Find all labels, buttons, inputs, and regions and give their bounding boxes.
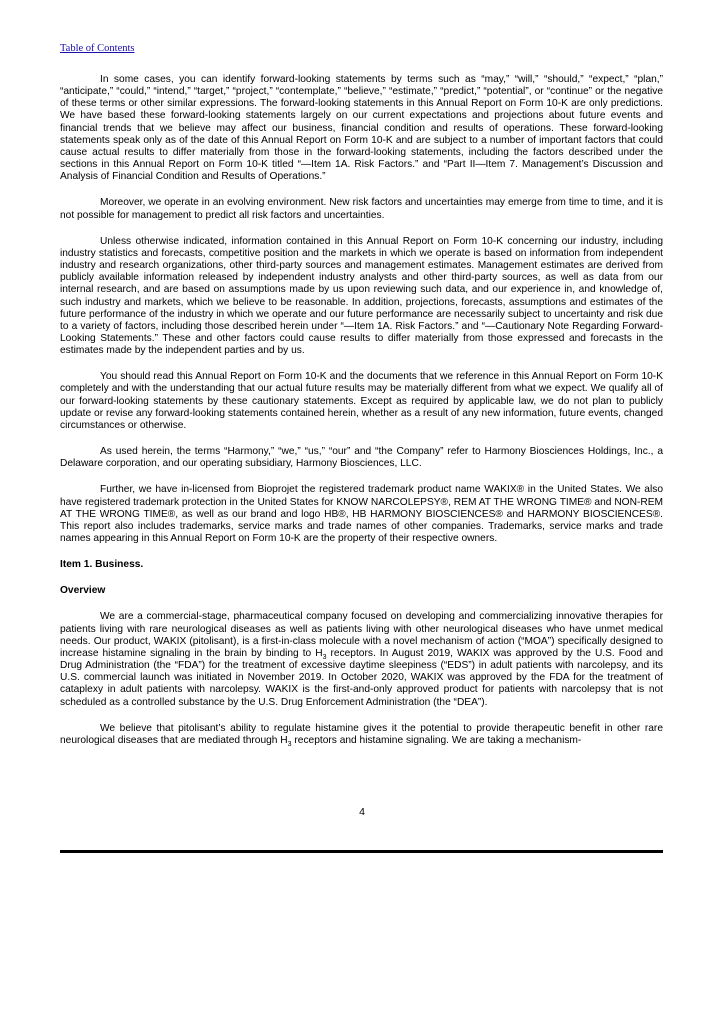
paragraph-trademarks: Further, we have in-licensed from Bioprojet the registered trademark product name WAKIX® in the United States. We also have registered trademark protection in the United States for KNOW NARCOLEPSY®, REM AT THE WRONG TIME® and NON-REM AT THE WRONG TIME®, as well as our brand and logo HB®, HB HARMONY BIOSCIENCES® and HARMONY BIOSCIENCES®. This report also includes trademarks, service marks and trade names of other companies. Trademarks, service marks and trade names appearing in this Annual Report on Form 10-K are the property of their respective owners. [60, 484, 663, 544]
overview-text-part2: receptors. In August 2019, WAKIX was approved by the U.S. Food and Drug Administration (the “FDA”) for the treatment of excessive daytime sleepiness (“EDS”) in adult patients with narcolepsy, and its U.S. commercial launch was initiated in November 2019. In October 2020, WAKIX was approved by the FDA for the treatment of cataplexy in adult patients with narcolepsy. WAKIX is the first-and-only approved product for patients with narcolepsy that is not scheduled as a controlled substance by the U.S. Drug Enforcement Administration (the “DEA”). [60, 647, 663, 708]
paragraph-read-report: You should read this Annual Report on Form 10-K and the documents that we reference in this Annual Report on Form 10-K completely and with the understanding that our actual future results may be materially different from what we expect. We qualify all of our forward-looking statements by these cautionary statements. Except as required by applicable law, we do not plan to publicly update or revise any forward-looking statements contained herein, whether as a result of any new information, future events, changed circumstances or otherwise. [60, 371, 663, 431]
document-page [60, 38, 663, 761]
pitolisant-text-part1: We believe that pitolisant’s ability to regulate histamine gives it the potential to provide therapeutic benefit in other rare neurological diseases that are mediated through H [60, 722, 663, 746]
paragraph-forward-looking-terms: In some cases, you can identify forward-looking statements by terms such as “may,” “will,” “should,” “expect,” “plan,” “anticipate,” “could,” “intend,” “target,” “project,” “contemplate,” “believe,” “estimate,” “predict,” “potential”, or “continue” or the negative of these terms or other similar expressions. The forward-looking statements in this Annual Report on Form 10-K are only predictions. We have based these forward-looking statements largely on our current expectations and projections about future events and financial trends that we believe may affect our business, financial condition and results of operations. These forward-looking statements speak only as of the date of this Annual Report on Form 10-K and are subject to a number of important factors that could cause actual results to differ materially from those in the forward-looking statements, including the factors described under the sections in this Annual Report on Form 10-K titled “—Item 1A. Risk Factors.” and “Part II—Item 7. Management’s Discussion and Analysis of Financial Condition and Results of Operations.” [60, 74, 663, 183]
paragraph-evolving-environment: Moreover, we operate in an evolving environment. New risk factors and uncertainties may emerge from time to time, and it is not possible for management to predict all risk factors and uncertainties. [60, 197, 663, 221]
pitolisant-text-part2: receptors and histamine signaling. We are taking a mechanism- [291, 734, 582, 746]
table-of-contents-link[interactable]: Table of Contents [60, 43, 135, 54]
item1-business-heading: Item 1. Business. [60, 559, 144, 571]
page-number: 4 [359, 806, 365, 818]
page-divider [60, 850, 663, 853]
h3-subscript: 3 [287, 740, 292, 748]
paragraph-pitolisant-potential [60, 723, 663, 747]
paragraph-industry-information: Unless otherwise indicated, information contained in this Annual Report on Form 10-K concerning our industry, including industry statistics and forecasts, competitive position and the markets in which we operate is based on information from independent industry and research organizations, other third-party sources and management estimates. Management estimates are derived from publicly available information released by independent industry analysts and other third-party sources, as well as data from our internal research, and are based on assumptions made by us upon reviewing such data, and our experience in, and knowledge of, such industry and markets, which we believe to be reasonable. In addition, projections, forecasts, assumptions and estimates of the future performance of the industry in which we operate and our future performance are necessarily subject to uncertainty and risk due to a variety of factors, including those described herein under “—Item 1A. Risk Factors.” and “—Cautionary Note Regarding Forward-Looking Statements.” These and other factors could cause results to differ materially from those expressed and forecasts in the estimates made by the independent parties and by us. [60, 235, 663, 357]
paragraph-company-overview [60, 611, 663, 708]
overview-heading: Overview [60, 585, 106, 597]
overview-text-part1: We are a commercial-stage, pharmaceutical company focused on developing and commercializing innovative therapies for patients living with rare neurological diseases as well as patients living with other neurological diseases who have unmet medical needs. Our product, WAKIX (pitolisant), is a first-in-class molecule with a novel mechanism of action (“MOA”) specifically designed to increase histamine signaling in the brain by binding to H [60, 611, 663, 659]
h3-subscript: 3 [322, 653, 327, 661]
paragraph-terms-definition: As used herein, the terms “Harmony,” “we,” “us,” “our” and “the Company” refer to Harmony Biosciences Holdings, Inc., a Delaware corporation, and our operating subsidiary, Harmony Biosciences, LLC. [60, 446, 663, 470]
